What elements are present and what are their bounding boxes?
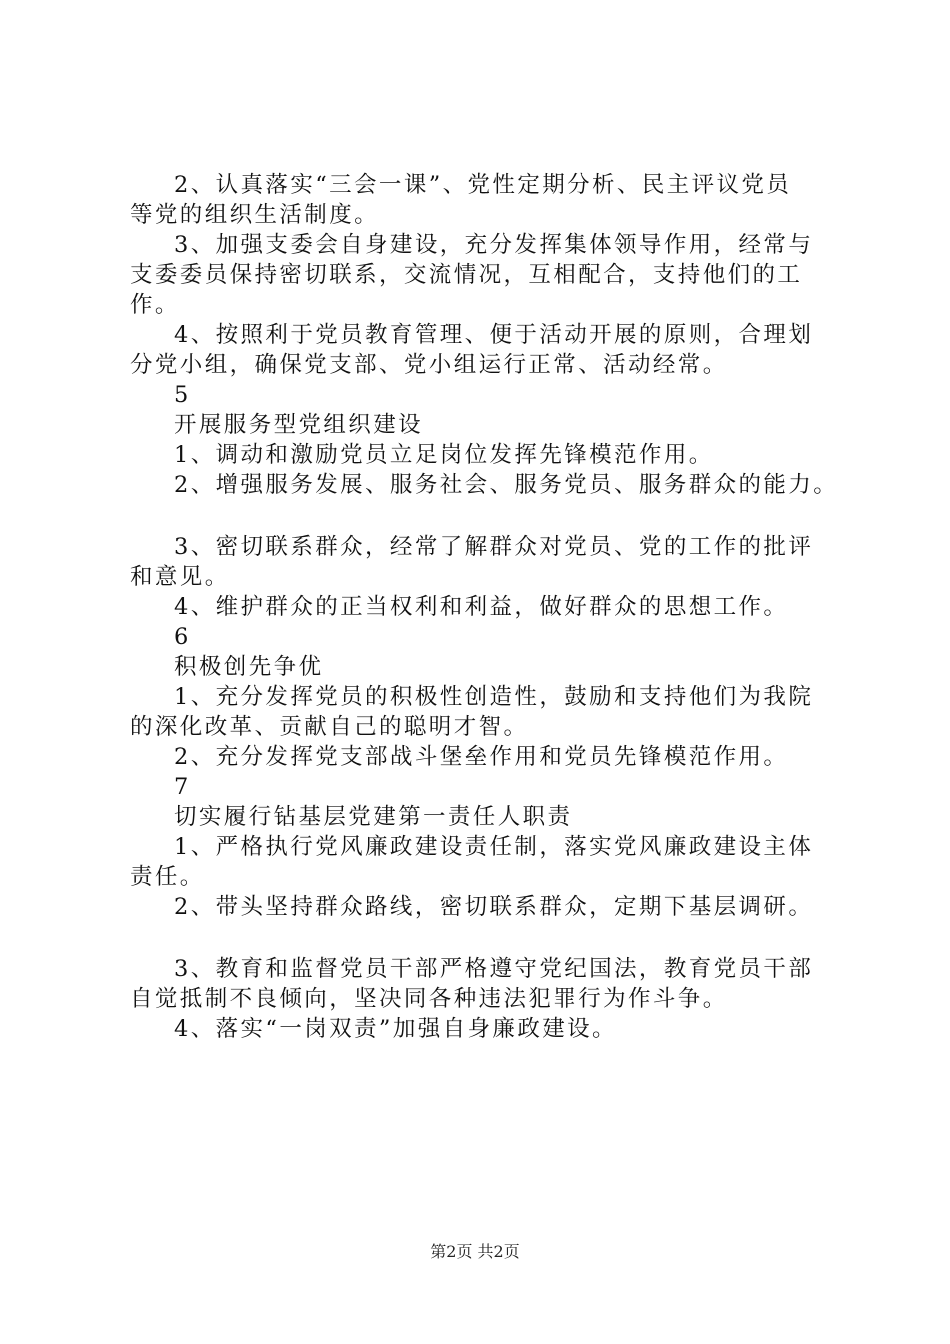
text-line: 2、充分发挥党支部战斗堡垒作用和党员先锋模范作用。 [174, 744, 789, 770]
section-number: 7 [174, 774, 191, 800]
text-line: 2、认真落实“三会一课”、党性定期分析、民主评议党员 [174, 172, 792, 198]
text-line: 1、严格执行党风廉政建设责任制，落实党风廉政建设主体 [174, 834, 814, 860]
text-line: 1、充分发挥党员的积极性创造性，鼓励和支持他们为我院 [174, 684, 814, 710]
paragraph-gap [130, 500, 842, 532]
page-footer: 第2页 共2页 [430, 1242, 520, 1261]
section-heading: 切实履行钻基层党建第一责任人职责 [174, 804, 573, 830]
text-line: 4、按照利于党员教育管理、便于活动开展的原则，合理划 [174, 322, 814, 348]
text-line: 2、增强服务发展、服务社会、服务党员、服务群众的能力。 [174, 472, 839, 498]
text-line: 支委委员保持密切联系，交流情况，互相配合，支持他们的工 [130, 262, 803, 288]
text-line: 等党的组织生活制度。 [130, 202, 380, 228]
section-heading: 开展服务型党组织建设 [174, 412, 424, 438]
text-line: 1、调动和激励党员立足岗位发挥先锋模范作用。 [174, 442, 714, 468]
section-number: 5 [174, 382, 191, 408]
text-line: 自觉抵制不良倾向，坚决同各种违法犯罪行为作斗争。 [130, 986, 728, 1012]
text-line: 4、落实“一岗双责”加强自身廉政建设。 [174, 1016, 617, 1042]
section-number: 6 [174, 624, 191, 650]
paragraph-gap [130, 922, 842, 954]
text-line: 和意见。 [130, 564, 230, 590]
text-line: 作。 [130, 292, 180, 318]
section-heading: 积极创先争优 [174, 654, 324, 680]
text-line: 3、密切联系群众，经常了解群众对党员、党的工作的批评 [174, 534, 814, 560]
text-line: 的深化改革、贡献自己的聪明才智。 [130, 714, 529, 740]
text-line: 3、教育和监督党员干部严格遵守党纪国法，教育党员干部 [174, 956, 814, 982]
text-line: 2、带头坚持群众路线，密切联系群众，定期下基层调研。 [174, 894, 814, 920]
text-line: 4、维护群众的正当权利和利益，做好群众的思想工作。 [174, 594, 789, 620]
text-line: 3、加强支委会自身建设，充分发挥集体领导作用，经常与 [174, 232, 814, 258]
document-body [130, 170, 842, 1044]
text-line: 分党小组，确保党支部、党小组运行正常、活动经常。 [130, 352, 728, 378]
text-line: 责任。 [130, 864, 205, 890]
